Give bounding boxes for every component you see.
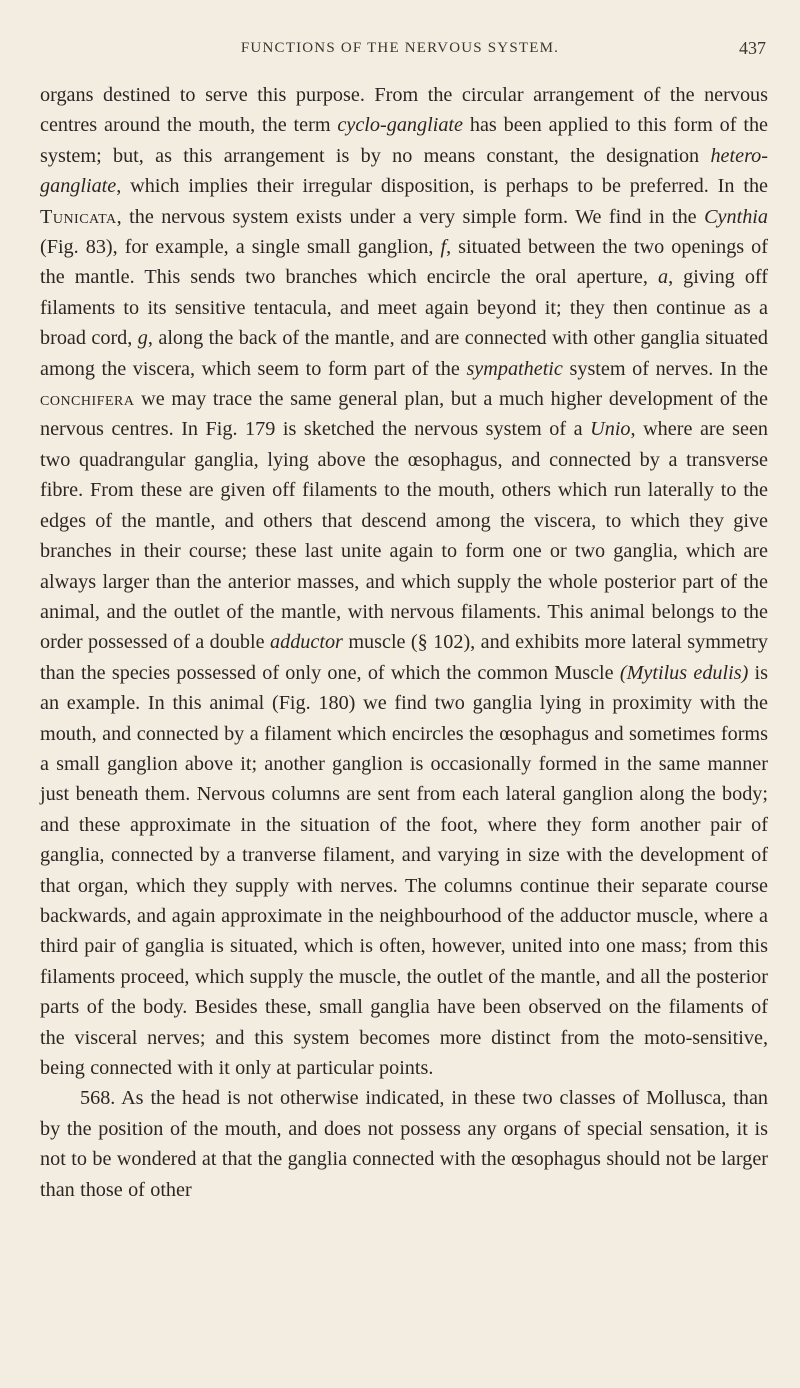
italic-letter: g: [137, 327, 148, 350]
text-run: we may trace the same general plan, but a much higher development of the nervous centres. In Fig. 179 is sketched the nervous system of a: [40, 388, 768, 441]
text-run: , situated between the two openings of the mantle. This sends two branches which encircle the oral aperture,: [40, 236, 768, 289]
italic-term: (Mytilus edulis): [619, 661, 749, 684]
page-number: 437: [739, 38, 766, 58]
small-caps-term: conchifera: [40, 388, 135, 411]
text-run: is an example. In this animal (Fig. 180) we find two ganglia lying in proximity with the mouth, and connected by a filament which encircles the œsophagus and sometimes forms a small ganglion above it; another ganglion is occasionally formed in the same manner just beneath them. Nervous columns are sent from each lateral ganglion along the body; and these approximate in the situation of the foot, where they form another pair of ganglia, connected by a tranverse filament, and varying in size with the development of that organ, which they supply with nerves. The columns continue their separate course backwards, and again approximate in the neighbourhood of the adductor muscle, where a third pair of ganglia is situated, which is often, however, united into one mass; from this filaments proceed, which supply the muscle, the outlet of the mantle, and all the posterior parts of the body. Besides these, small ganglia have been observed on the filaments of the visceral nerves; and this system becomes more distinct from the moto-sensitive, being connected with it only at particular points.: [40, 661, 769, 1079]
text-run: , the nervous system exists under a very simple form. We find in the: [116, 205, 705, 228]
text-run: system of nerves. In the: [562, 357, 769, 380]
text-run: , which implies their irregular disposition, is perhaps to be preferred. In the: [116, 175, 768, 198]
italic-term: cyclo-gangliate: [337, 114, 463, 137]
italic-term: adductor: [270, 631, 343, 654]
text-run: As the head is not otherwise indicated, in these two classes of Mollusca, than by the position of the mouth, and does not possess any organs of special sensation, it is not to be wondered at that the ganglia connected with the œsophagus should not be larger than those of other: [40, 1087, 768, 1201]
text-run: (Fig. 83), for example, a single small ganglion,: [40, 236, 441, 259]
body-text: [40, 80, 768, 1205]
running-head: [0, 40, 800, 64]
running-title: FUNCTIONS OF THE NERVOUS SYSTEM.: [240, 40, 560, 56]
text-run: , giving off filaments to its sensitive tentacula, and meet again beyond it; they then continue as a broad cord,: [40, 266, 768, 350]
italic-letter: a: [658, 266, 669, 289]
text-run: organs destined to serve this purpose. From the circular arrangement of the nervous centres around the mouth, the term: [40, 84, 768, 137]
small-caps-term: Tunicata: [40, 205, 117, 228]
italic-term: hetero-gangliate: [40, 144, 768, 198]
italic-letter: f: [440, 236, 447, 259]
text-run: muscle (§ 102), and exhibits more lateral symmetry than the species possessed of only one, of which the common Muscle: [40, 631, 768, 684]
text-run: , along the back of the mantle, and are connected with other ganglia situated among the viscera, which seem to form part of the: [40, 327, 768, 380]
paragraph-number: 568.: [80, 1087, 116, 1110]
paragraph-continued: [40, 80, 768, 1083]
text-run: , where are seen two quadrangular ganglia, lying above the œsophagus, and connected by a transverse fibre. From these are given off filaments to the mouth, others which run laterally to the edges of the mantle, and others that descend among the viscera, to which they give branches in their course; these last unite again to form one or two ganglia, which are always larger than the anterior masses, and which supply the whole posterior part of the animal, and the outlet of the mantle, with nervous filaments. This animal belongs to the order possessed of a double: [40, 418, 768, 654]
paragraph-568: [40, 1083, 768, 1205]
italic-term: Cynthia: [704, 205, 768, 228]
italic-term: Unio: [590, 418, 631, 441]
text-run: has been applied to this form of the system; but, as this arrangement is by no means constant, the designation: [40, 114, 768, 167]
italic-term: sympathetic: [466, 357, 563, 380]
